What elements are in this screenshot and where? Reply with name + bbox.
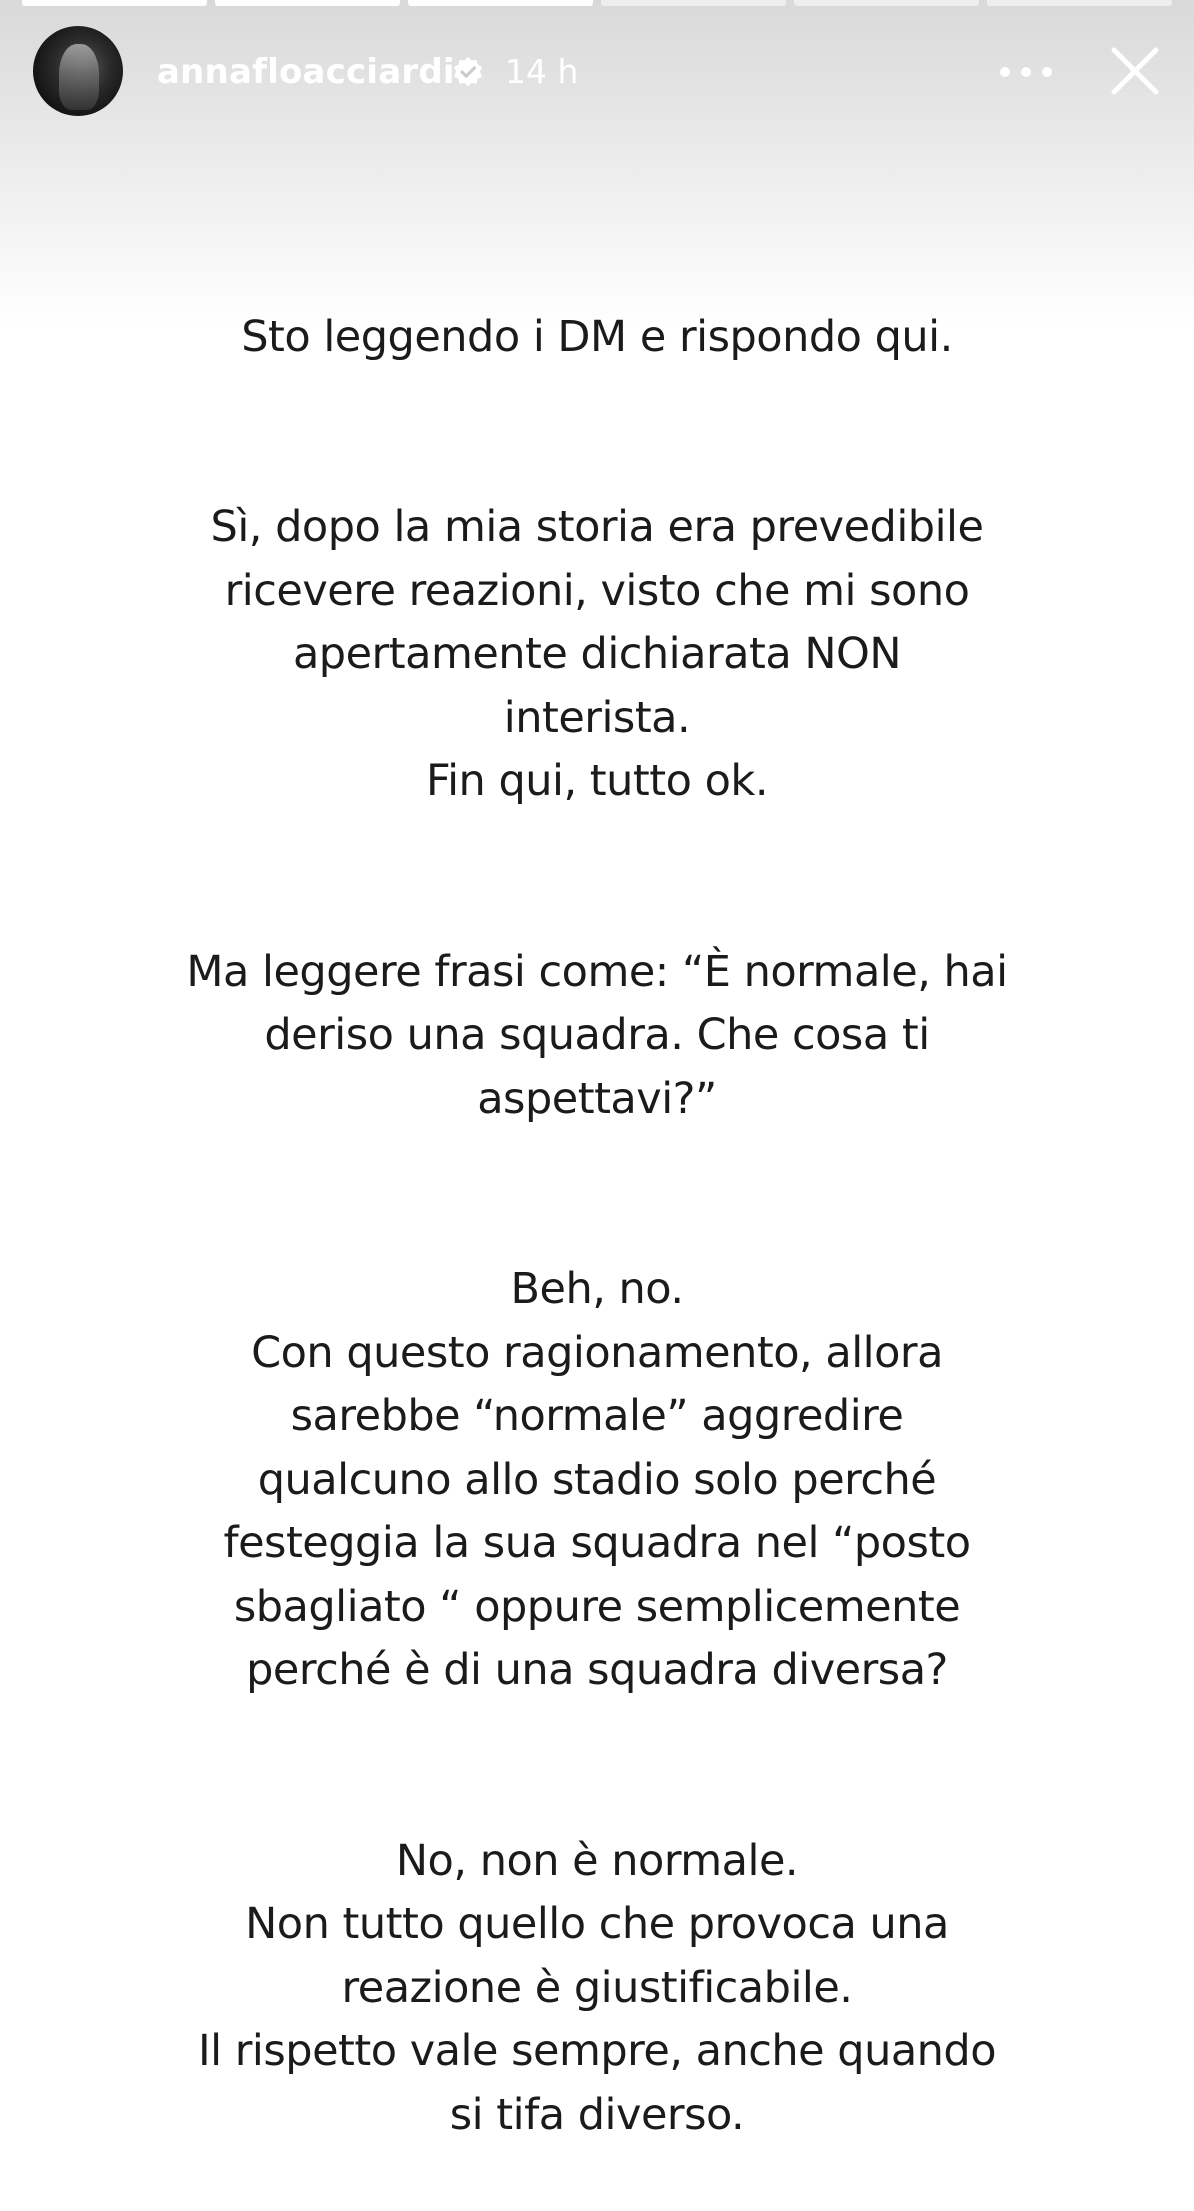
dot — [1021, 67, 1031, 77]
progress-segment — [987, 0, 1172, 6]
dot — [1000, 67, 1010, 77]
story-paragraph: Sì, dopo la mia storia era prevedibile ricevere reazioni, visto che mi sono apertamente dichiarata NON interista. Fin qui, tutto ok. — [210, 502, 984, 806]
username[interactable]: annafloacciardi — [157, 52, 455, 92]
story-paragraph: No, non è normale. Non tutto quello che provoca una reazione è giustificabile. Il rispetto vale sempre, anche quando si tifa diverso. — [197, 1835, 997, 2140]
story-progress-bar — [22, 0, 1172, 6]
verified-badge-icon — [452, 56, 484, 88]
story-header — [0, 26, 1194, 118]
progress-segment — [22, 0, 207, 6]
story-paragraph: Ma leggere frasi come: “È normale, hai deriso una squadra. Che cosa ti aspettavi?” — [186, 946, 1008, 1124]
progress-segment-current — [601, 0, 786, 6]
more-options-icon[interactable] — [1000, 56, 1052, 88]
progress-segment — [408, 0, 593, 6]
progress-segment — [794, 0, 979, 6]
story-paragraph: Beh, no. Con questo ragionamento, allora sarebbe “normale” aggredire qualcuno allo stadio solo perché festeggia la sua squadra nel “posto sbagliato “ oppure semplicemente perché è di una squadra diversa? — [223, 1264, 971, 1695]
story-paragraph: Sto leggendo i DM e rispondo qui. — [241, 311, 953, 362]
dot — [1042, 67, 1052, 77]
close-icon[interactable] — [1100, 36, 1170, 106]
avatar[interactable] — [33, 26, 123, 116]
story-timestamp: 14 h — [505, 52, 579, 91]
progress-segment — [215, 0, 400, 6]
avatar-photo — [59, 44, 99, 110]
story-text — [120, 242, 1074, 2211]
